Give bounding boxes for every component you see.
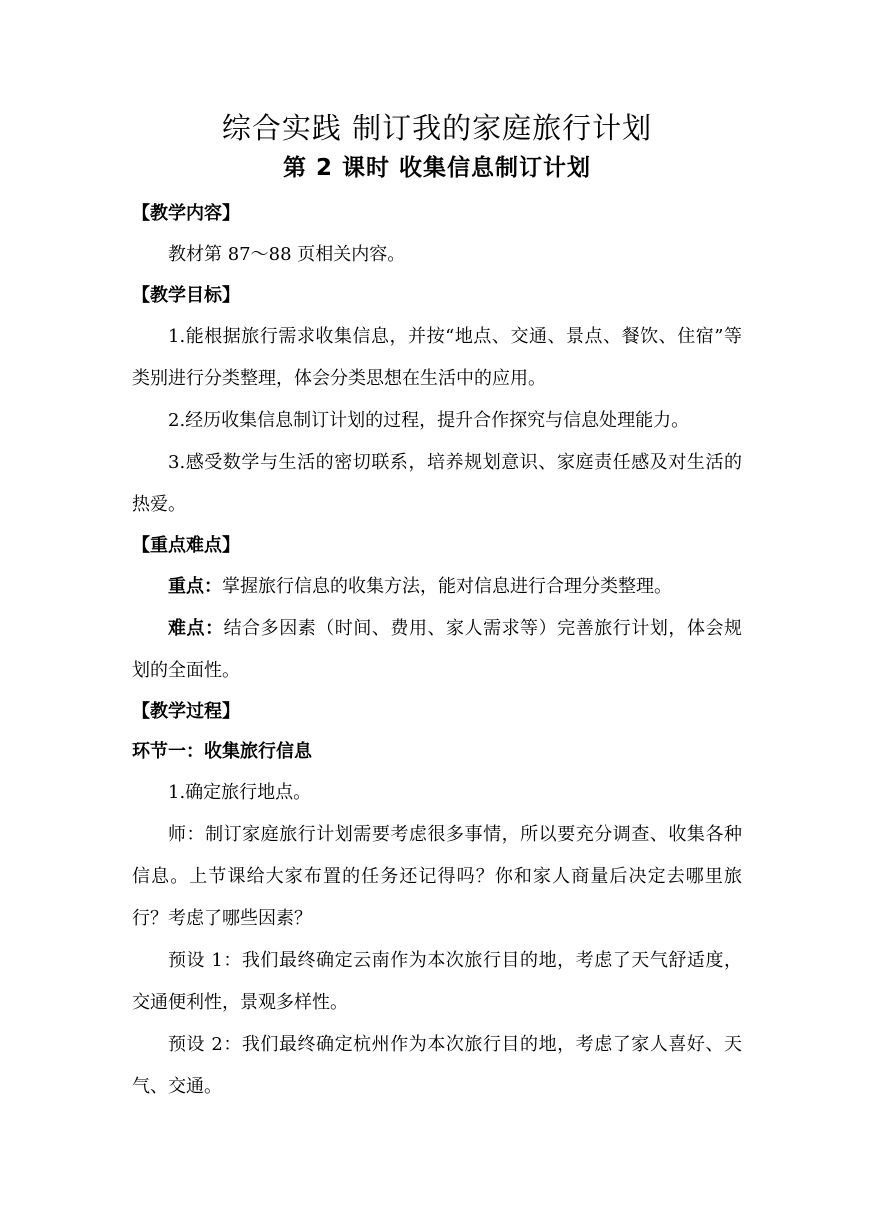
section-heading-process: 【教学过程】 bbox=[132, 701, 240, 722]
difficult-point bbox=[132, 608, 742, 692]
teacher-speech: 师：制订家庭旅行计划需要考虑很多事情，所以要充分调查、收集各种信息。上节课给大家布置的任务还记得吗？你和家人商量后决定去哪里旅行？考虑了哪些因素？ bbox=[132, 824, 742, 929]
document-subtitle: 第 2 课时 收集信息制订计划 bbox=[282, 155, 592, 181]
section-heading-content: 【教学内容】 bbox=[132, 203, 240, 224]
preset-2: 预设 2：我们最终确定杭州作为本次旅行目的地，考虑了家人喜好、天气、交通。 bbox=[132, 1034, 742, 1097]
preset-1: 预设 1：我们最终确定云南作为本次旅行目的地，考虑了天气舒适度，交通便利性，景观多样性。 bbox=[132, 950, 742, 1013]
process-item-1: 1.确定旅行地点。 bbox=[168, 782, 312, 803]
goal-item-2: 2.经历收集信息制订计划的过程，提升合作探究与信息处理能力。 bbox=[168, 410, 690, 431]
goal-item-3: 3.感受数学与生活的密切联系，培养规划意识、家庭责任感及对生活的热爱。 bbox=[132, 452, 742, 515]
step-heading-1: 环节一：收集旅行信息 bbox=[132, 741, 312, 762]
key-point bbox=[132, 566, 742, 608]
document-body bbox=[132, 108, 742, 1108]
difficult-point-text: 结合多因素（时间、费用、家人需求等）完善旅行计划，体会规划的全面性。 bbox=[132, 618, 743, 681]
section-heading-goals: 【教学目标】 bbox=[132, 285, 240, 306]
document-title: 综合实践 制订我的家庭旅行计划 bbox=[221, 111, 653, 145]
key-point-label: 重点： bbox=[168, 576, 222, 597]
key-point-text: 掌握旅行信息的收集方法，能对信息进行合理分类整理。 bbox=[222, 576, 672, 597]
goal-item-1: 1.能根据旅行需求收集信息，并按“地点、交通、景点、餐饮、住宿”等类别进行分类整理，体会分类思想在生活中的应用。 bbox=[132, 326, 742, 389]
section-heading-key-points: 【重点难点】 bbox=[132, 535, 240, 556]
difficult-point-label: 难点： bbox=[168, 618, 224, 639]
content-text: 教材第 87～88 页相关内容。 bbox=[168, 244, 406, 265]
